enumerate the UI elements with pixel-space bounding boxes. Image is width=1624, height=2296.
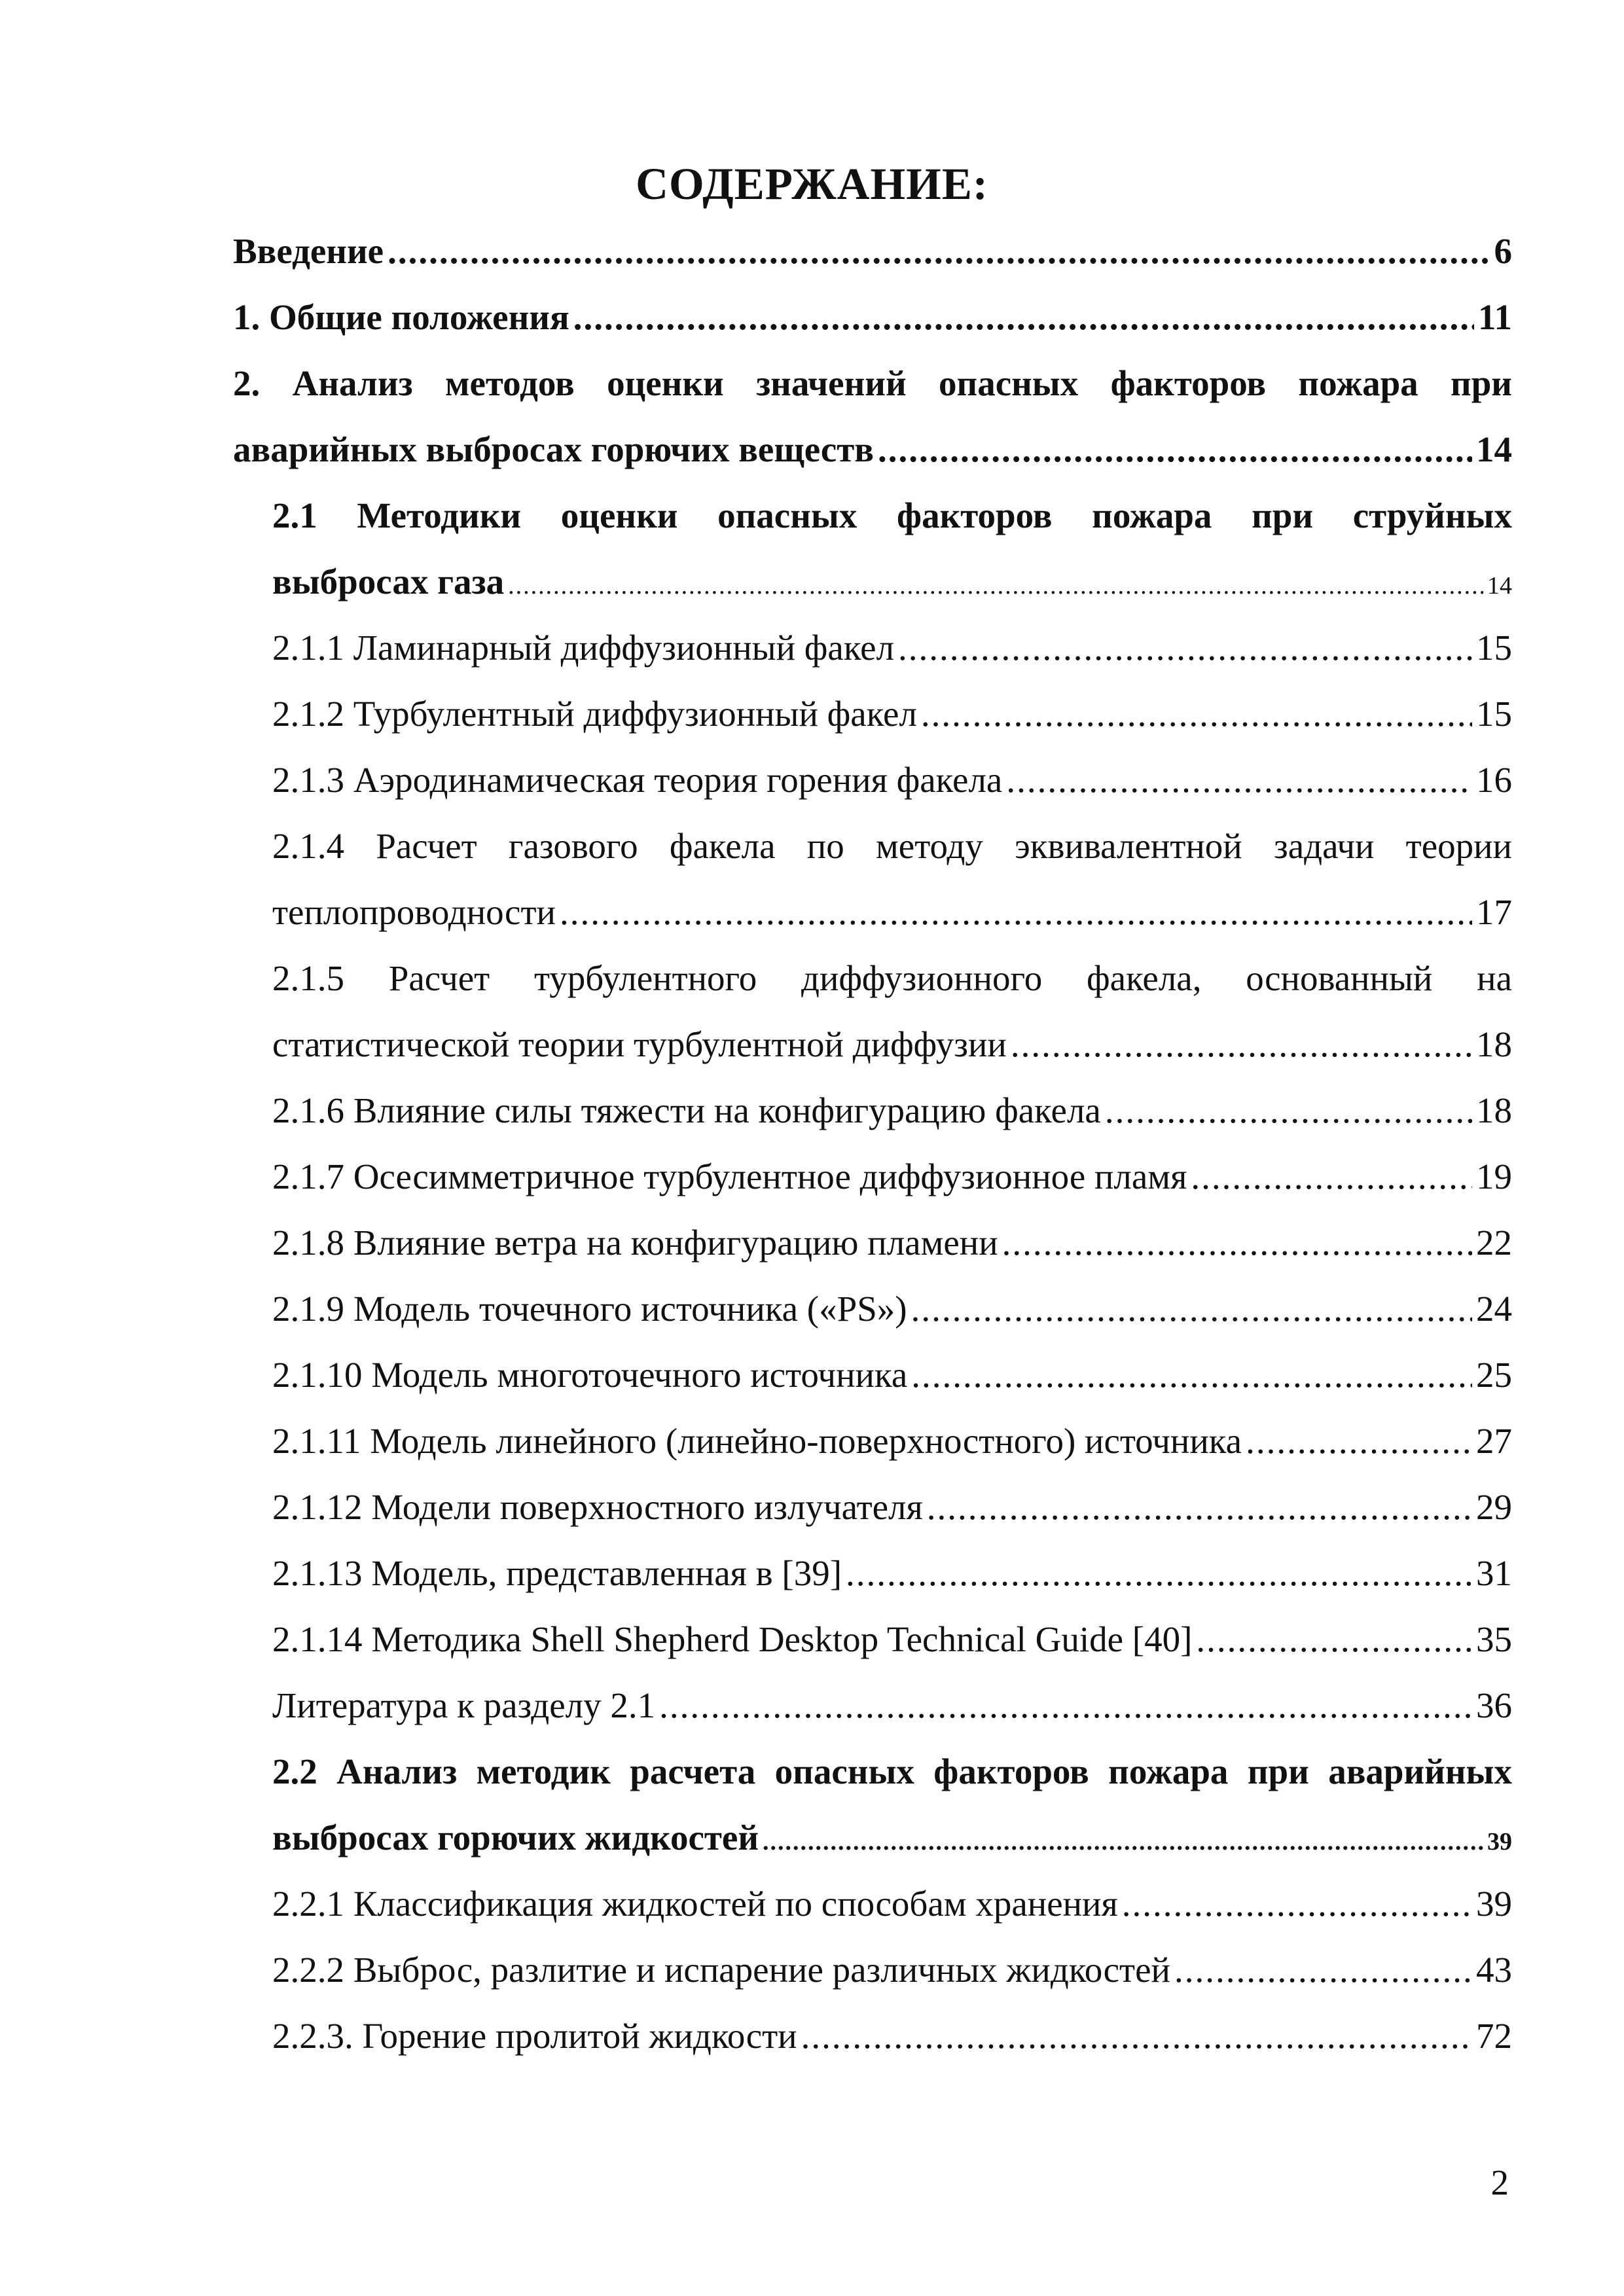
toc-page-number: 27	[1476, 1421, 1512, 1461]
dot-leader	[911, 1342, 1472, 1408]
toc-page-number: 43	[1476, 1950, 1512, 1990]
toc-entry-text: 2.2.1 Классификация жидкостей по способам хранения	[272, 1884, 1118, 1924]
toc-entry[interactable]	[272, 1210, 1512, 1276]
toc-entry-text: 2.1.7 Осесимметричное турбулентное диффузионное пламя	[272, 1157, 1187, 1196]
toc-entry-text: выбросах газа	[272, 562, 505, 601]
toc-page-number: 36	[1476, 1685, 1512, 1725]
toc-entry[interactable]	[272, 1408, 1512, 1474]
toc-entry-text: 2.1.13 Модель, представленная в [39]	[272, 1553, 842, 1593]
toc-entry[interactable]	[233, 350, 1512, 482]
toc-page-number: 15	[1476, 694, 1512, 734]
dot-leader	[659, 1672, 1472, 1738]
toc-entry[interactable]	[233, 218, 1512, 284]
dot-leader	[898, 615, 1472, 681]
dot-leader	[508, 553, 1483, 619]
toc-page-number: 25	[1476, 1355, 1512, 1395]
toc-entry-text: 2.1.3 Аэродинамическая теория горения факела	[272, 760, 1003, 800]
toc-page-number: 24	[1476, 1289, 1512, 1329]
toc-entry[interactable]	[272, 2003, 1512, 2069]
toc-page-number: 14	[1476, 429, 1512, 469]
toc-entry[interactable]	[272, 1342, 1512, 1408]
dot-leader	[1174, 1937, 1472, 2003]
toc-page-number: 31	[1476, 1553, 1512, 1593]
toc-page-number: 18	[1476, 1090, 1512, 1130]
dot-leader	[1011, 1011, 1472, 1077]
toc-title: СОДЕРЖАНИЕ:	[636, 159, 988, 209]
toc-page-number: 22	[1476, 1223, 1512, 1263]
toc-entry-text: 2.2.2 Выброс, разлитие и испарение различных жидкостей	[272, 1950, 1170, 1990]
toc-page-number: 18	[1476, 1024, 1512, 1064]
dot-leader	[927, 1474, 1472, 1540]
toc-entry[interactable]	[272, 1143, 1512, 1210]
toc-entry-text: 2.1.14 Методика Shell Shepherd Desktop Technical Guide [40]	[272, 1619, 1193, 1659]
toc-entry[interactable]	[272, 1276, 1512, 1342]
dot-leader	[1122, 1871, 1472, 1937]
toc-entry-text: 2.1.8 Влияние ветра на конфигурацию пламени	[272, 1223, 998, 1263]
toc-entry-text: 2.1 Методики оценки опасных факторов пожара при струйных	[272, 495, 1512, 535]
toc-entry[interactable]	[233, 284, 1512, 350]
dot-leader	[1006, 747, 1472, 813]
toc-entry[interactable]	[272, 1077, 1512, 1143]
toc-entry[interactable]	[272, 615, 1512, 681]
dot-leader	[801, 2003, 1472, 2069]
toc-page-number: 11	[1478, 297, 1512, 337]
toc-entry[interactable]	[272, 1540, 1512, 1606]
dot-leader	[1105, 1077, 1472, 1143]
toc-entry[interactable]	[272, 945, 1512, 1077]
dot-leader	[763, 1809, 1483, 1875]
toc-entry-text: 2.1.2 Турбулентный диффузионный факел	[272, 694, 917, 734]
toc-entry-text: Литература к разделу 2.1	[272, 1685, 656, 1725]
toc-entry[interactable]	[272, 1937, 1512, 2003]
toc-entry-text: 2.1.4 Расчет газового факела по методу эквивалентной задачи теории	[272, 826, 1512, 866]
toc-entry[interactable]	[272, 813, 1512, 945]
toc-entry[interactable]	[272, 1606, 1512, 1672]
page-number: 2	[1490, 2162, 1509, 2202]
toc-page-number: 19	[1476, 1157, 1512, 1196]
toc-entry[interactable]	[272, 747, 1512, 813]
toc-entry-text: 2.1.10 Модель многоточечного источника	[272, 1355, 908, 1395]
toc-page-number: 17	[1476, 892, 1512, 932]
toc-page-number: 6	[1494, 231, 1512, 271]
toc-entry[interactable]	[272, 1672, 1512, 1738]
toc-entry-text: Введение	[233, 231, 384, 271]
dot-leader	[1246, 1408, 1472, 1474]
toc-entry-text: теплопроводности	[272, 892, 556, 932]
toc-entry-text: 2.1.12 Модели поверхностного излучателя	[272, 1487, 923, 1527]
toc-entry-text: 2.2.3. Горение пролитой жидкости	[272, 2016, 797, 2056]
toc-entry-text: 2.1.1 Ламинарный диффузионный факел	[272, 628, 895, 668]
toc-page-number: 16	[1476, 760, 1512, 800]
toc-entry-text: 2.1.6 Влияние силы тяжести на конфигурацию факела	[272, 1090, 1101, 1130]
toc-entry[interactable]	[272, 482, 1512, 615]
dot-leader	[911, 1276, 1472, 1342]
dot-leader	[1191, 1143, 1472, 1210]
toc-entry-text: статистической теории турбулентной диффузии	[272, 1024, 1007, 1064]
toc-entry-text: 2.1.9 Модель точечного источника («PS»)	[272, 1289, 907, 1329]
toc-entry-text: 2.2 Анализ методик расчета опасных факторов пожара при аварийных	[272, 1751, 1512, 1791]
toc-page-number: 72	[1476, 2016, 1512, 2056]
toc-entry[interactable]	[272, 681, 1512, 747]
dot-leader	[846, 1540, 1472, 1606]
dot-leader	[1196, 1606, 1472, 1672]
toc-entry[interactable]	[272, 1474, 1512, 1540]
toc-entry-text: 2. Анализ методов оценки значений опасных факторов пожара при	[233, 363, 1512, 403]
toc-entry-text: 2.1.11 Модель линейного (линейно-поверхностного) источника	[272, 1421, 1242, 1461]
toc-page-number: 29	[1476, 1487, 1512, 1527]
toc-entry-text: 2.1.5 Расчет турбулентного диффузионного факела, основанный на	[272, 958, 1512, 998]
toc-entry[interactable]	[272, 1738, 1512, 1871]
toc-page-number: 14	[1487, 572, 1512, 600]
dot-leader	[878, 416, 1472, 482]
toc-page-number: 39	[1476, 1884, 1512, 1924]
toc-page-number: 15	[1476, 628, 1512, 668]
dot-leader	[1002, 1210, 1472, 1276]
toc-page-number: 35	[1476, 1619, 1512, 1659]
dot-leader	[388, 218, 1490, 284]
toc-entry-text: 1. Общие положения	[233, 297, 569, 337]
toc-entry[interactable]	[272, 1871, 1512, 1937]
dot-leader	[921, 681, 1472, 747]
toc-entry-text: аварийных выбросах горючих веществ	[233, 429, 874, 469]
toc-entry-text: выбросах горючих жидкостей	[272, 1818, 759, 1857]
toc-page-number: 39	[1487, 1828, 1512, 1856]
dot-leader	[560, 879, 1472, 945]
dot-leader	[573, 284, 1474, 350]
